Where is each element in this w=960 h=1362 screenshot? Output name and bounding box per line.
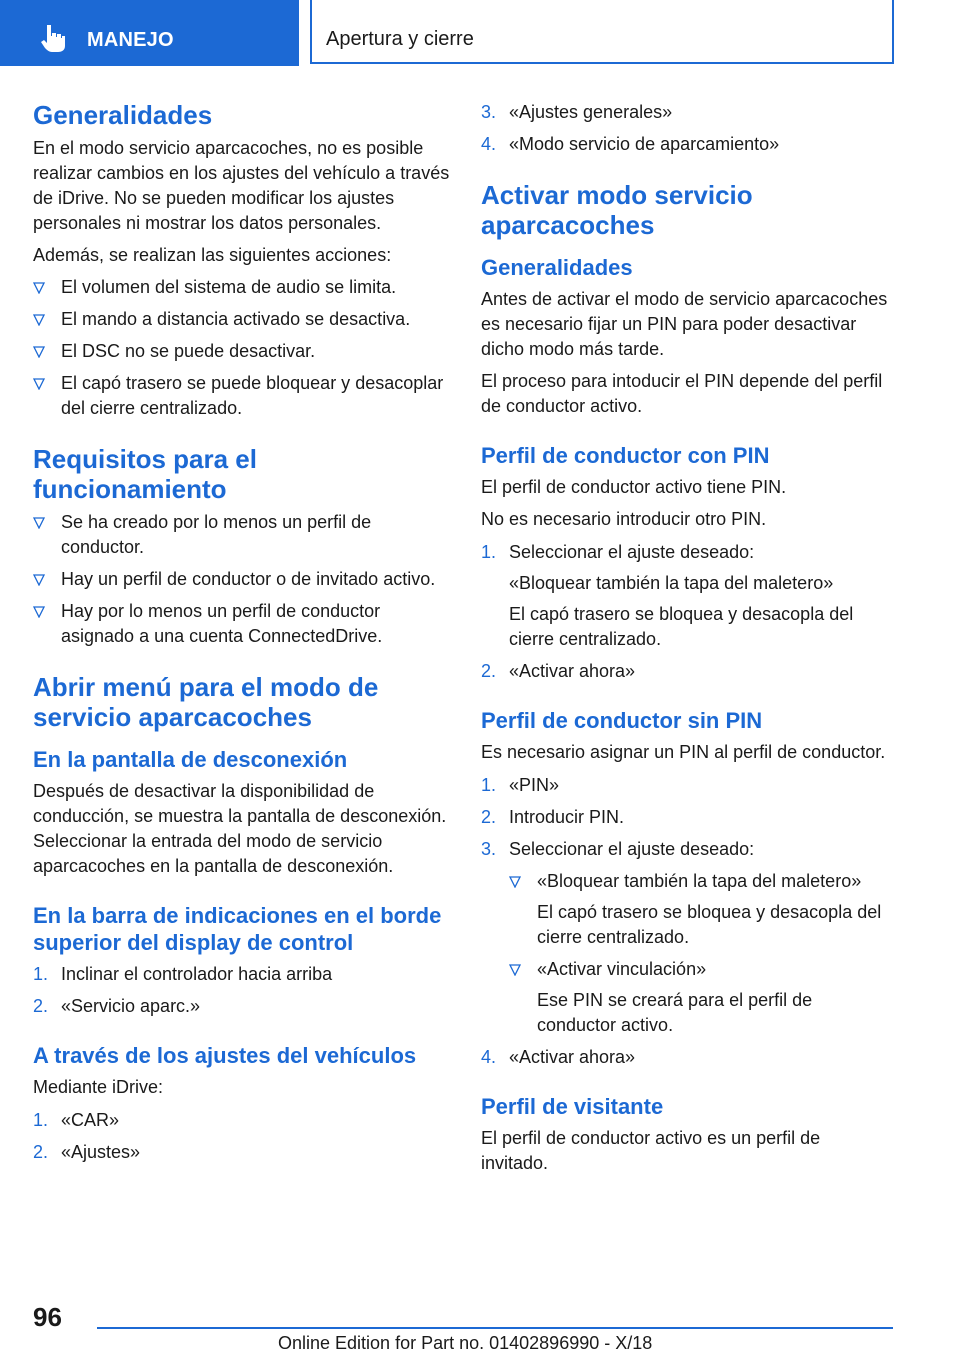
list-item: «Activar vinculación» Ese PIN se creará para el perfil de conductor activo. xyxy=(509,957,891,1038)
step-number: 2. xyxy=(33,1142,49,1162)
list-item: «Bloquear también la tapa del maletero» El capó trasero se bloquea y desacopla del cierre centralizado. xyxy=(509,869,891,950)
sub-bullet-list xyxy=(509,869,891,1038)
heading-perfil-sin-pin: Perfil de conductor sin PIN xyxy=(481,708,763,733)
heading-activar-modo: Activar modo servicio aparcacoches xyxy=(481,180,753,240)
list-item: El volumen del sistema de audio se limita. xyxy=(33,275,451,300)
step-number: 1. xyxy=(33,1110,49,1130)
list-item: 1. «CAR» xyxy=(33,1108,451,1133)
numbered-list xyxy=(33,962,451,1019)
heading-abrir-menu: Abrir menú para el modo de servicio aparcacoches xyxy=(33,672,379,732)
chapter-label: Apertura y cierre xyxy=(326,28,474,50)
list-item: 3. «Ajustes generales» xyxy=(481,100,891,125)
list-item: 1. Inclinar el controlador hacia arriba xyxy=(33,962,451,987)
numbered-list xyxy=(481,773,891,1070)
step-number: 2. xyxy=(481,661,497,681)
heading-generalidades-2: Generalidades xyxy=(481,255,633,280)
step-number: 1. xyxy=(481,542,497,562)
bullet-list xyxy=(33,275,451,421)
list-item: 2. Introducir PIN. xyxy=(481,805,891,830)
paragraph: Después de desactivar la disponibilidad de conducción, se muestra la pantalla de desconexión. Seleccionar la entrada del modo de servicio aparcacoches en la pantalla de desconexión. xyxy=(33,781,447,876)
heading-generalidades: Generalidades xyxy=(33,100,213,130)
footer-divider xyxy=(97,1327,893,1329)
list-item: 1. «PIN» xyxy=(481,773,891,798)
step-number: 2. xyxy=(33,996,49,1016)
list-item: Hay un perfil de conductor o de invitado activo. xyxy=(33,567,451,592)
list-item: El capó trasero se puede bloquear y desacoplar del cierre centralizado. xyxy=(33,371,451,421)
step-number: 1. xyxy=(33,964,49,984)
numbered-list xyxy=(481,540,891,684)
triangle-bullet-icon xyxy=(33,517,45,529)
triangle-bullet-icon xyxy=(33,346,45,358)
section-label: MANEJO xyxy=(87,29,174,51)
chapter-tab xyxy=(310,0,894,64)
list-item: 4. «Activar ahora» xyxy=(481,1045,891,1070)
triangle-bullet-icon xyxy=(33,378,45,390)
heading-barra-indicaciones: En la barra de indicaciones en el borde superior del display de control xyxy=(33,903,442,955)
page-header xyxy=(0,0,960,66)
numbered-list xyxy=(33,1108,451,1165)
heading-requisitos: Requisitos para el funcionamiento xyxy=(33,444,257,504)
list-item: El mando a distancia activado se desactiva. xyxy=(33,307,451,332)
paragraph: En el modo servicio aparcacoches, no es posible realizar cambios en los ajustes del vehículo a través de iDrive. No se pueden modificar los ajustes personales ni mostrar los datos personales. xyxy=(33,138,450,233)
paragraph: Además, se realizan las siguientes acciones: xyxy=(33,245,392,265)
paragraph: El perfil de conductor activo tiene PIN. xyxy=(481,477,787,497)
step-detail: El capó trasero se bloquea y desacopla del cierre centralizado. xyxy=(537,902,882,947)
paragraph: El perfil de conductor activo es un perfil de invitado. xyxy=(481,1128,821,1173)
page-number: 96 xyxy=(33,1302,62,1332)
list-item: 4. «Modo servicio de aparcamiento» xyxy=(481,132,891,157)
list-item: Hay por lo menos un perfil de conductor asignado a una cuenta ConnectedDrive. xyxy=(33,599,451,649)
heading-perfil-visitante: Perfil de visitante xyxy=(481,1094,664,1119)
step-number: 1. xyxy=(481,775,497,795)
step-number: 3. xyxy=(481,102,497,122)
list-item: 2. «Servicio aparc.» xyxy=(33,994,451,1019)
heading-pantalla-desconexion: En la pantalla de desconexión xyxy=(33,747,348,772)
list-item: 3. Seleccionar el ajuste deseado: «Bloquear también la tapa del maletero» El capó trasero se bloquea y desacopla del cierre centralizado. «Activar vinculación» Ese PIN se creará para el perfil de conductor activo. xyxy=(481,837,891,1038)
paragraph: No es necesario introducir otro PIN. xyxy=(481,509,767,529)
heading-perfil-con-pin: Perfil de conductor con PIN xyxy=(481,443,770,468)
bullet-list xyxy=(33,510,451,649)
section-tab xyxy=(0,0,299,66)
paragraph: Antes de activar el modo de servicio aparcacoches es necesario fijar un PIN para poder desactivar dicho modo más tarde. xyxy=(481,289,888,359)
step-detail: «Bloquear también la tapa del maletero» xyxy=(509,573,834,593)
numbered-list xyxy=(481,100,891,157)
step-number: 4. xyxy=(481,134,497,154)
heading-ajustes-vehiculos: A través de los ajustes del vehículos xyxy=(33,1043,417,1068)
step-detail: El capó trasero se bloquea y desacopla del cierre centralizado. xyxy=(509,604,854,649)
list-item: Se ha creado por lo menos un perfil de conductor. xyxy=(33,510,451,560)
list-item: 2. «Ajustes» xyxy=(33,1140,451,1165)
triangle-bullet-icon xyxy=(33,282,45,294)
hand-pointer-icon xyxy=(38,22,68,52)
step-number: 3. xyxy=(481,839,497,859)
right-column xyxy=(481,100,891,1183)
left-column xyxy=(33,100,451,1172)
step-detail: Ese PIN se creará para el perfil de conductor activo. xyxy=(537,990,813,1035)
step-number: 4. xyxy=(481,1047,497,1067)
triangle-bullet-icon xyxy=(33,314,45,326)
step-number: 2. xyxy=(481,807,497,827)
list-item: 1. Seleccionar el ajuste deseado: «Bloquear también la tapa del maletero» El capó trasero se bloquea y desacopla del cierre centralizado. xyxy=(481,540,891,652)
triangle-bullet-icon xyxy=(33,606,45,618)
triangle-bullet-icon xyxy=(33,574,45,586)
paragraph: Mediante iDrive: xyxy=(33,1077,164,1097)
paragraph: Es necesario asignar un PIN al perfil de conductor. xyxy=(481,742,886,762)
triangle-bullet-icon xyxy=(509,876,521,888)
list-item: 2. «Activar ahora» xyxy=(481,659,891,684)
list-item: El DSC no se puede desactivar. xyxy=(33,339,451,364)
triangle-bullet-icon xyxy=(509,964,521,976)
paragraph: El proceso para intoducir el PIN depende del perfil de conductor activo. xyxy=(481,371,883,416)
edition-text: Online Edition for Part no. 01402896990 - X/18 xyxy=(278,1333,653,1353)
